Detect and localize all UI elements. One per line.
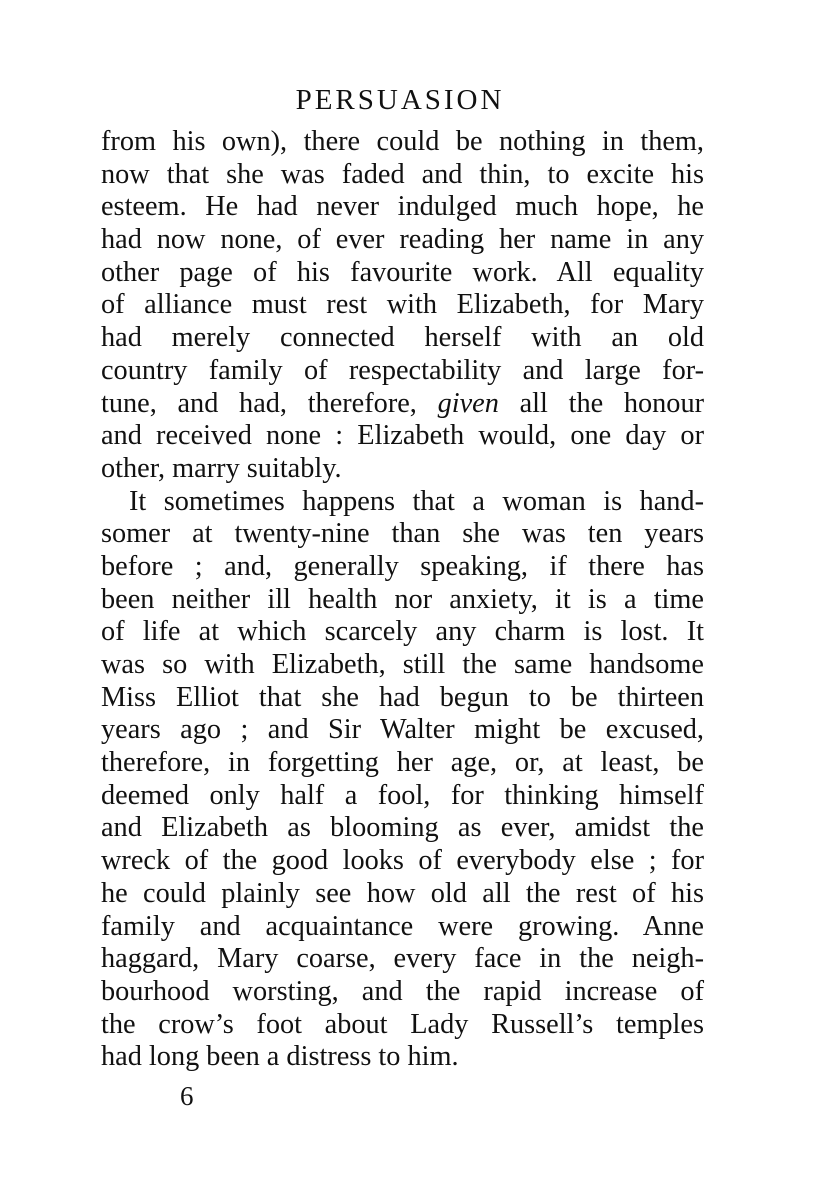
text-line: had long been a distress to him. — [101, 1041, 459, 1073]
text-line: esteem. He had never indulged much hope, he — [101, 191, 704, 223]
text-line: was so with Elizabeth, still the same handsome — [101, 649, 704, 680]
page-number: 6 — [180, 1081, 194, 1111]
text-line: It sometimes happens that a woman is hand- — [129, 485, 704, 517]
text-line: before ; and, generally speaking, if there has — [101, 550, 704, 582]
paragraph-1 — [101, 126, 704, 486]
text-line: country family of respectability and large for- — [101, 354, 704, 386]
text-line: had now none, of ever reading her name in any — [101, 224, 704, 256]
text-line: haggard, Mary coarse, every face in the neigh- — [101, 943, 704, 975]
text-line: of life at which scarcely any charm is lost. It — [101, 616, 704, 648]
text-line: now that she was faded and thin, to excite his — [101, 158, 704, 190]
text-line: and Elizabeth as blooming as ever, amidst the — [101, 812, 704, 844]
line-start: tune, and had, therefore, — [101, 387, 417, 419]
text-line: had merely connected herself with an old — [101, 322, 704, 354]
text-line: bourhood worsting, and the rapid increase of — [101, 975, 704, 1007]
line-end: all the honour — [519, 387, 705, 419]
text-line: from his own), there could be nothing in them, — [101, 126, 704, 157]
text-line: other page of his favourite work. All equality — [101, 256, 704, 288]
text-line: the crow’s foot about Lady Russell’s temples — [101, 1008, 704, 1040]
text-line: deemed only half a fool, for thinking himself — [101, 779, 704, 811]
text-line: Miss Elliot that she had begun to be thirteen — [101, 681, 704, 713]
text-line-with-emphasis — [101, 388, 704, 421]
text-line: of alliance must rest with Elizabeth, for Mary — [101, 289, 704, 321]
text-line: somer at twenty-nine than she was ten years — [101, 518, 704, 550]
text-line: family and acquaintance were growing. Anne — [101, 910, 704, 942]
text-line: therefore, in forgetting her age, or, at least, be — [101, 747, 704, 779]
running-head: PERSUASION — [295, 84, 505, 116]
text-line: been neither ill health nor anxiety, it is a time — [101, 583, 704, 615]
text-line: wreck of the good looks of everybody else ; for — [101, 845, 704, 877]
emphasized-word: given — [437, 387, 499, 419]
text-line: years ago ; and Sir Walter might be excused, — [101, 714, 704, 746]
text-line: he could plainly see how old all the rest of his — [101, 877, 704, 909]
paragraph-2 — [101, 486, 704, 1074]
text-line: other, marry suitably. — [101, 452, 342, 484]
body-text — [101, 126, 704, 1074]
text-line: and received none : Elizabeth would, one day or — [101, 420, 704, 452]
